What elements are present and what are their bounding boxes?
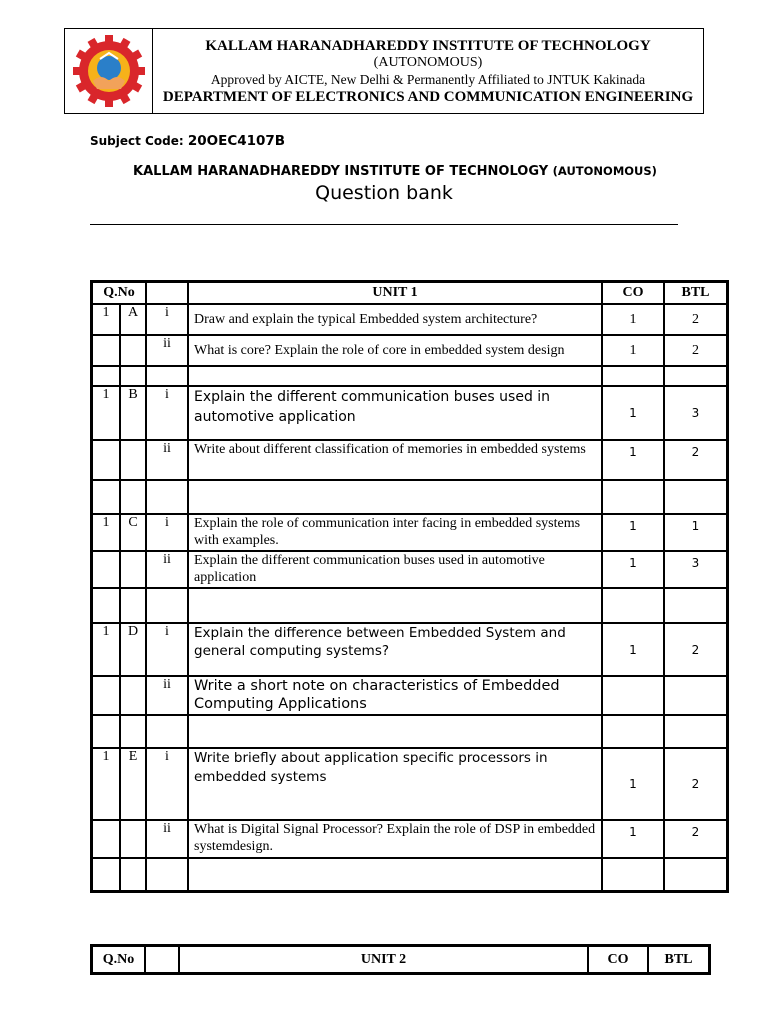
qno-header: Q.No	[92, 946, 145, 973]
btl-header: BTL	[648, 946, 709, 973]
co-value: 1	[602, 440, 664, 480]
question-number: 1	[92, 386, 120, 440]
institute-header	[64, 28, 704, 114]
co-header: CO	[602, 282, 664, 304]
part-header	[146, 282, 188, 304]
table-row	[92, 386, 727, 440]
co-value: 1	[602, 623, 664, 676]
table-row	[92, 748, 727, 820]
question-text: Write a short note on characteristics of Embedded Computing Applications	[188, 676, 602, 715]
question-part: ii	[146, 820, 188, 858]
question-text: What is core? Explain the role of core in embedded system design	[188, 335, 602, 366]
question-text: Write briefly about application specific processors in embedded systems	[188, 748, 602, 820]
co-header: CO	[588, 946, 648, 973]
unit-header: UNIT 2	[179, 946, 588, 973]
table-header-row	[92, 282, 727, 304]
btl-header: BTL	[664, 282, 727, 304]
header-institute-name: KALLAM HARANADHAREDDY INSTITUTE OF TECHNOLOGY	[205, 38, 651, 54]
co-value: 1	[602, 304, 664, 335]
question-section	[120, 335, 146, 366]
co-value: 1	[602, 514, 664, 551]
header-approval: Approved by AICTE, New Delhi & Permanently Affiliated to JNTUK Kakinada	[210, 72, 646, 87]
btl-value: 2	[664, 335, 727, 366]
question-part: i	[146, 514, 188, 551]
table-row	[92, 551, 727, 588]
table-row	[92, 335, 727, 366]
question-part: ii	[146, 676, 188, 715]
empty-row	[92, 588, 727, 623]
part-header	[145, 946, 179, 973]
question-part: ii	[146, 551, 188, 588]
empty-row	[92, 858, 727, 891]
title-institute: KALLAM HARANADHAREDDY INSTITUTE OF TECHNOLOGY	[133, 164, 549, 179]
question-part: ii	[146, 335, 188, 366]
question-text: Explain the different communication buses used in automotive application	[188, 551, 602, 588]
question-number: 1	[92, 514, 120, 551]
btl-value: 3	[664, 551, 727, 588]
question-section: B	[120, 386, 146, 440]
question-part: ii	[146, 440, 188, 480]
question-part: i	[146, 748, 188, 820]
logo-cell	[65, 29, 153, 113]
header-department: DEPARTMENT OF ELECTRONICS AND COMMUNICATION ENGINEERING	[162, 89, 694, 105]
unit2-question-table	[90, 944, 711, 975]
unit1-question-table	[90, 280, 729, 893]
question-text: Explain the difference between Embedded System and general computing systems?	[188, 623, 602, 676]
co-value: 1	[602, 748, 664, 820]
btl-value: 2	[664, 623, 727, 676]
question-text: Write about different classification of memories in embedded systems	[188, 440, 602, 480]
btl-value: 2	[664, 440, 727, 480]
question-text: Explain the different communication buses used in automotive application	[188, 386, 602, 440]
question-section: D	[120, 623, 146, 676]
subject-code-line	[90, 133, 285, 149]
question-number: 1	[92, 748, 120, 820]
btl-value: 3	[664, 386, 727, 440]
table-row	[92, 820, 727, 858]
empty-row	[92, 480, 727, 514]
question-text: What is Digital Signal Processor? Explain the role of DSP in embedded systemdesign.	[188, 820, 602, 858]
title-autonomous: (AUTONOMOUS)	[552, 164, 657, 178]
question-part: i	[146, 623, 188, 676]
table-row	[92, 623, 727, 676]
btl-value: 1	[664, 514, 727, 551]
question-number	[92, 440, 120, 480]
table-row	[92, 440, 727, 480]
question-section: C	[120, 514, 146, 551]
subject-code-value: 20OEC4107B	[187, 133, 286, 149]
btl-value: 2	[664, 304, 727, 335]
btl-value: 2	[664, 820, 727, 858]
header-text	[153, 29, 703, 106]
question-section	[120, 440, 146, 480]
btl-value: 2	[664, 748, 727, 820]
question-number	[92, 335, 120, 366]
question-number: 1	[92, 304, 120, 335]
question-text: Explain the role of communication inter facing in embedded systems with examples.	[188, 514, 602, 551]
qno-header: Q.No	[92, 282, 146, 304]
page-title: Question bank	[315, 182, 453, 204]
title-divider	[90, 224, 678, 225]
empty-row	[92, 715, 727, 748]
document-institute-title	[90, 164, 700, 179]
table-row	[92, 676, 727, 715]
btl-value	[664, 676, 727, 715]
co-value: 1	[602, 386, 664, 440]
co-value: 1	[602, 551, 664, 588]
table-row	[92, 304, 727, 335]
question-section	[120, 820, 146, 858]
question-text: Draw and explain the typical Embedded system architecture?	[188, 304, 602, 335]
table-header-row	[92, 946, 709, 973]
subject-code-label: Subject Code:	[90, 134, 184, 148]
empty-row	[92, 366, 727, 386]
question-part: i	[146, 304, 188, 335]
question-section	[120, 676, 146, 715]
question-part: i	[146, 386, 188, 440]
co-value: 1	[602, 335, 664, 366]
unit-header: UNIT 1	[188, 282, 602, 304]
co-value	[602, 676, 664, 715]
institute-logo-icon	[71, 33, 147, 109]
question-number: 1	[92, 623, 120, 676]
header-autonomous: (AUTONOMOUS)	[373, 55, 483, 70]
question-number	[92, 676, 120, 715]
question-section: E	[120, 748, 146, 820]
question-section	[120, 551, 146, 588]
co-value: 1	[602, 820, 664, 858]
question-section: A	[120, 304, 146, 335]
question-number	[92, 820, 120, 858]
question-number	[92, 551, 120, 588]
table-row	[92, 514, 727, 551]
